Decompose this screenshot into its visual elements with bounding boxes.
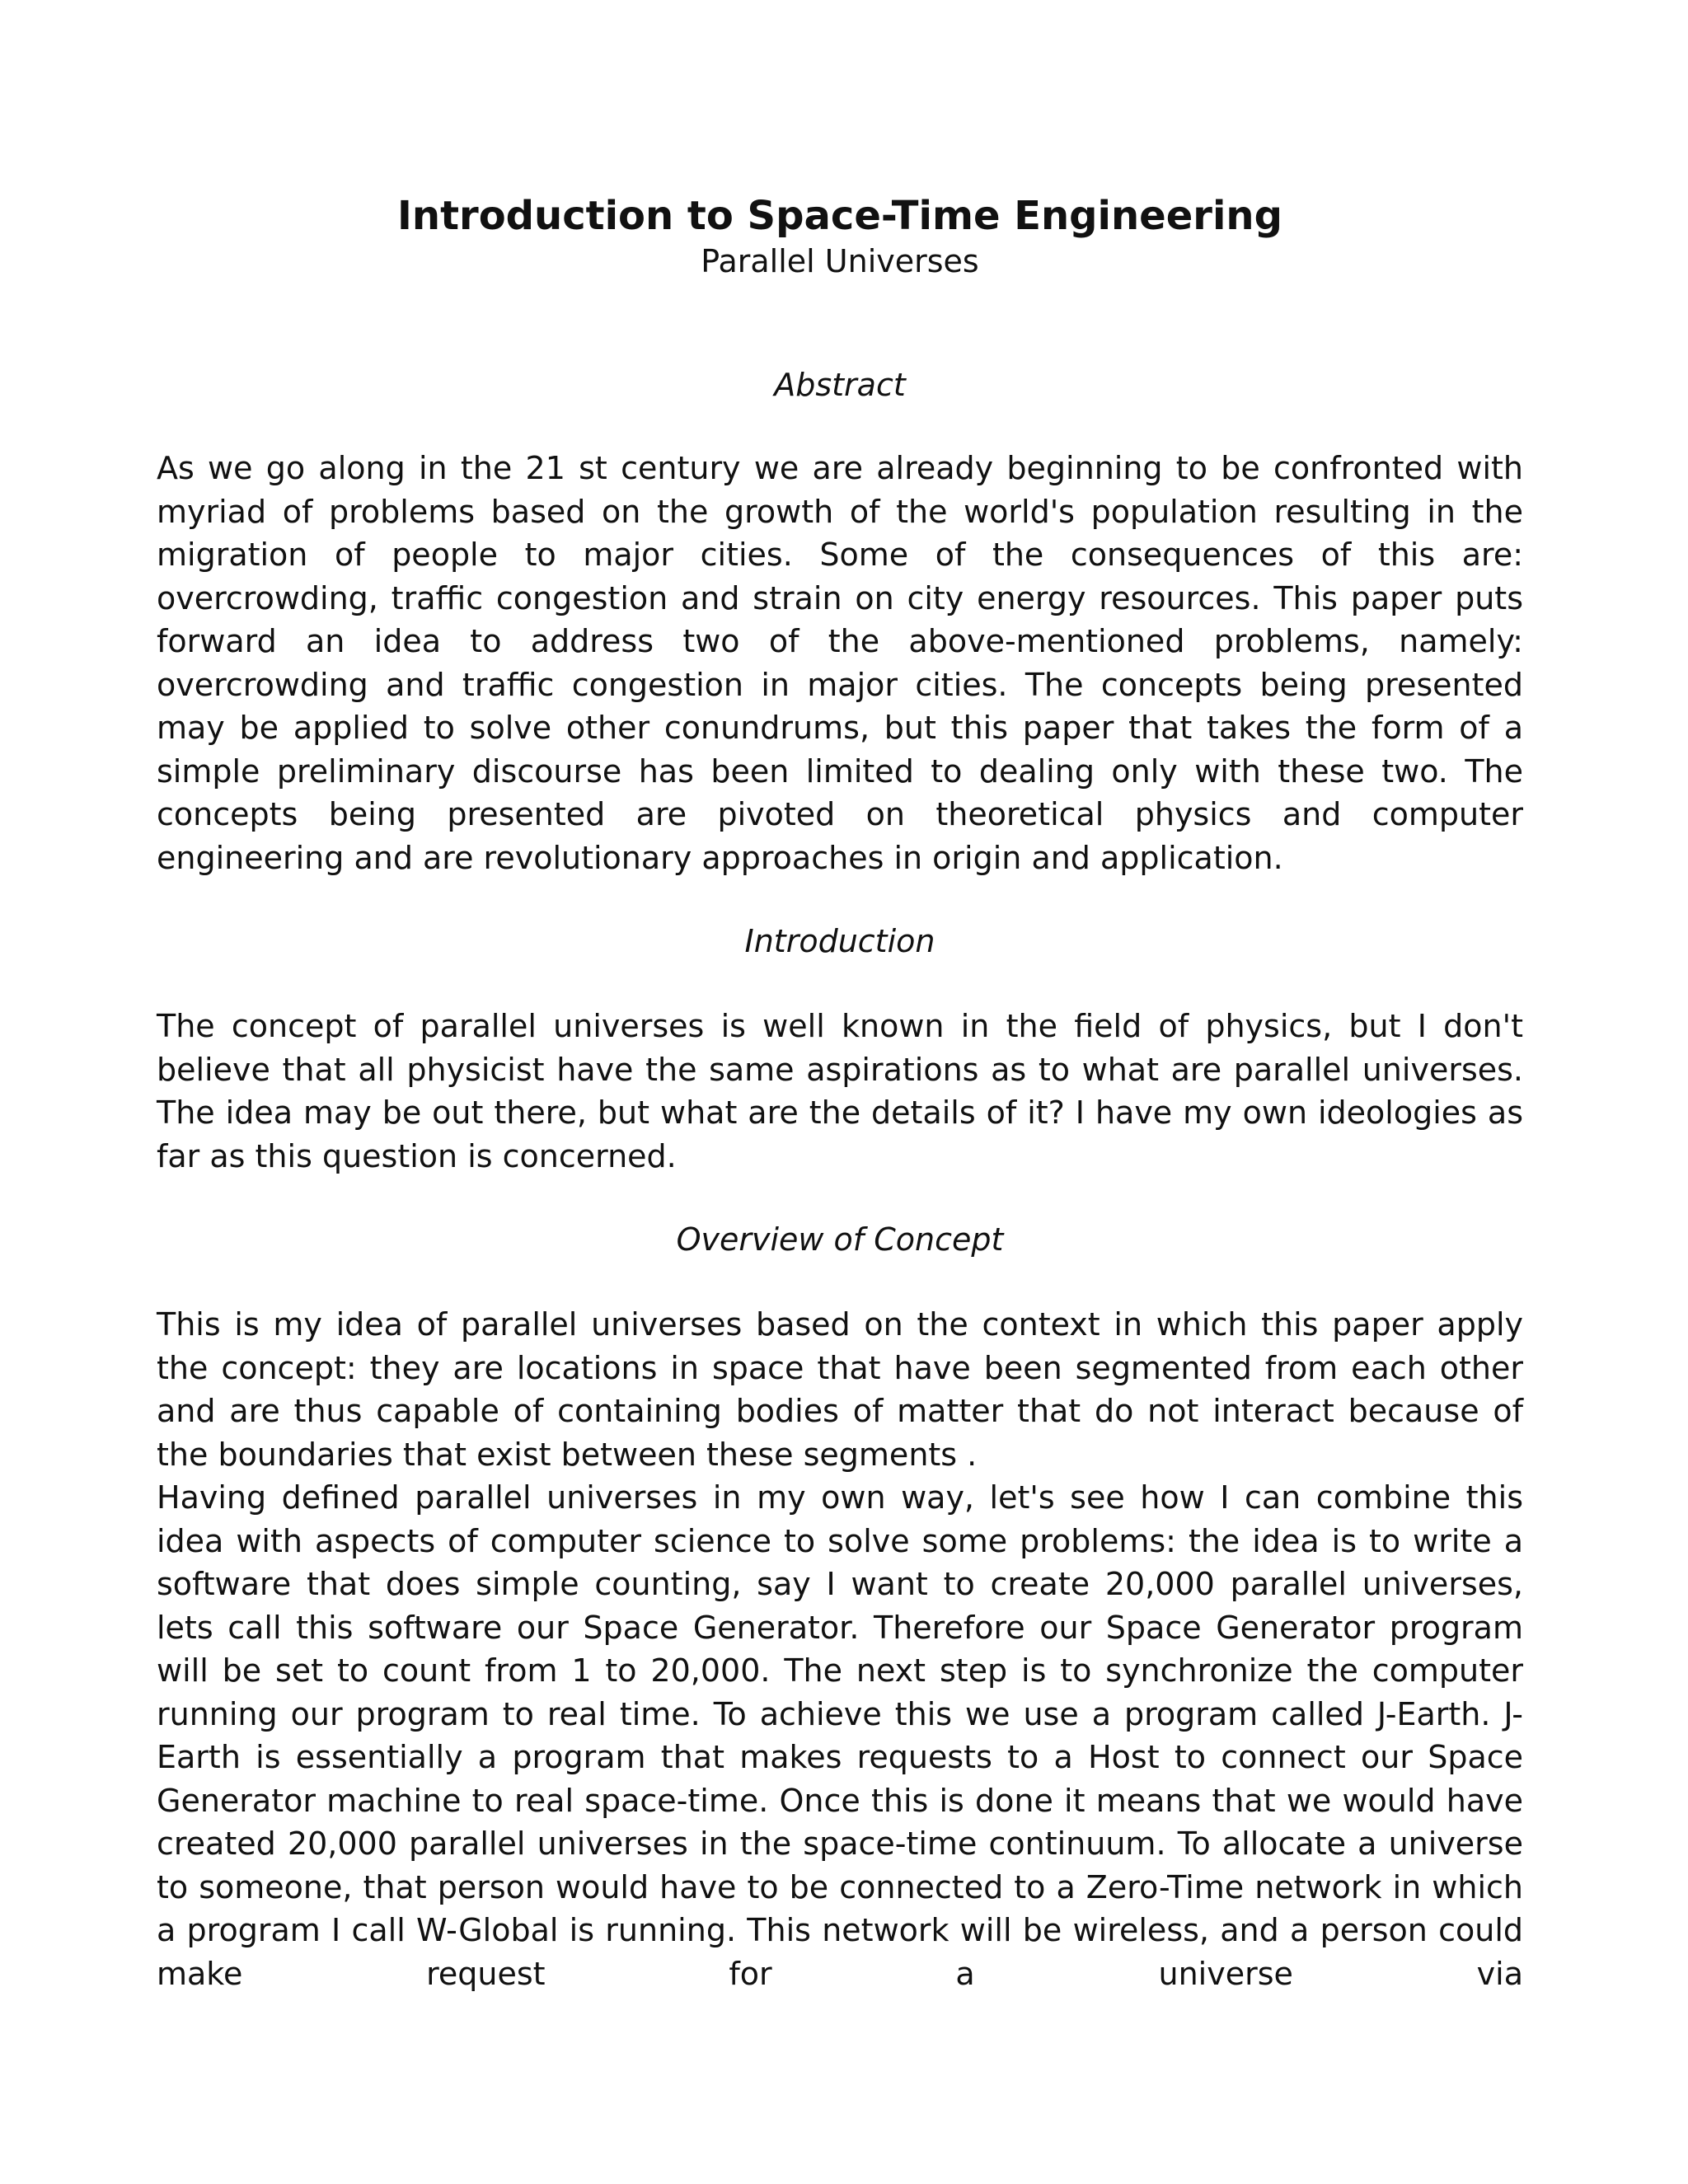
abstract-heading: Abstract — [774, 367, 906, 403]
paper-title: Introduction to Space-Time Engineering — [397, 193, 1282, 239]
overview-paragraph-2: Having defined parallel universes in my own way, let's see how I can combine this idea with aspects of computer science to solve some problems: the idea is to write a software that does simple counting, say I want to create 20,000 parallel universes, lets call this software our Space Generator. Therefore our Space Generator program will be set to count from 1 to 20,000. The next step is to synchronize the computer running our program to real time. To achieve this we use a program called J-Earth. J-Earth is essentially a program that makes requests to a Host to connect our Space Generator machine to real space-time. Once this is done it means that we would have created 20,000 parallel universes in the space-time continuum. To allocate a universe to someone, that person would have to be connected to a Zero-Time network in which a program I call W-Global is running. This network will be wireless, and a person could make request for a universe via — [157, 1479, 1523, 1992]
abstract-paragraph: As we go along in the 21 st century we are already beginning to be confronted with myriad of problems based on the growth of the world's population resulting in the migration of people to major cities. Some of the consequences of this are: overcrowding, traffic congestion and strain on city energy resources. This paper puts forward an idea to address two of the above-mentioned problems, namely: overcrowding and traffic congestion in major cities. The concepts being presented may be applied to solve other conundrums, but this paper that takes the form of a simple preliminary discourse has been limited to dealing only with these two. The concepts being presented are pivoted on theoretical physics and computer engineering and are revolutionary approaches in origin and application. — [157, 450, 1523, 876]
overview-heading: Overview of Concept — [676, 1221, 1004, 1258]
overview-paragraph-1: This is my idea of parallel universes based on the context in which this paper apply the concept: they are locations in space that have been segmented from each other and are thus capable of containing bodies of matter that do not interact because of the boundaries that exist between these segments . — [157, 1306, 1523, 1473]
paper-subtitle: Parallel Universes — [701, 243, 979, 279]
introduction-paragraph: The concept of parallel universes is well known in the field of physics, but I don't believe that all physicist have the same aspirations as to what are parallel universes. The idea may be out there, but what are the details of it? I have my own ideologies as far as this question is concerned. — [157, 1008, 1523, 1174]
document-page — [157, 191, 1523, 1995]
introduction-heading: Introduction — [744, 923, 935, 959]
